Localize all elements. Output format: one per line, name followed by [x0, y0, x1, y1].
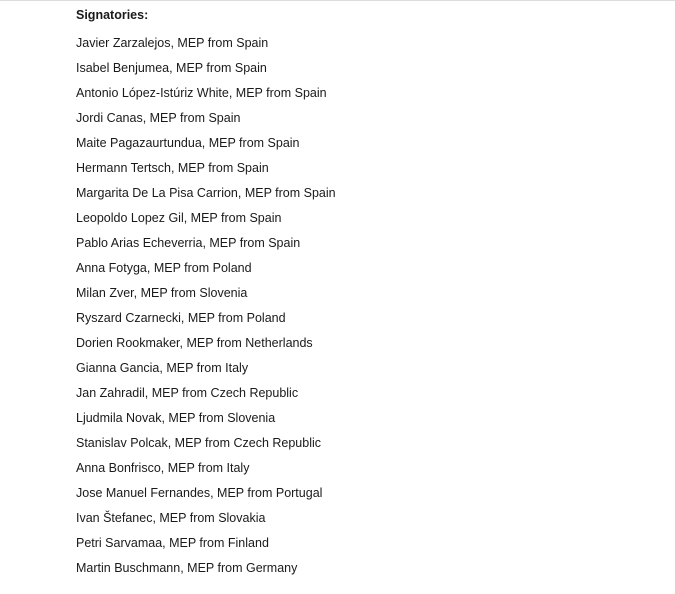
signatory-item: Pablo Arias Echeverria, MEP from Spain — [76, 236, 301, 250]
signatory-item: Petri Sarvamaa, MEP from Finland — [76, 536, 269, 550]
signatory-item: Milan Zver, MEP from Slovenia — [76, 286, 248, 300]
signatory-item: Antonio López-Istúriz White, MEP from Spain — [76, 86, 327, 100]
signatory-item: Jose Manuel Fernandes, MEP from Portugal — [76, 486, 323, 500]
signatory-item: Ivan Štefanec, MEP from Slovakia — [76, 511, 266, 525]
document-body — [76, 7, 666, 581]
signatory-item: Leopoldo Lopez Gil, MEP from Spain — [76, 211, 282, 225]
signatory-item: Isabel Benjumea, MEP from Spain — [76, 61, 267, 75]
signatory-item: Margarita De La Pisa Carrion, MEP from Spain — [76, 186, 336, 200]
signatory-item: Maite Pagazaurtundua, MEP from Spain — [76, 136, 300, 150]
signatory-item: Dorien Rookmaker, MEP from Netherlands — [76, 336, 313, 350]
signatory-list — [76, 31, 666, 581]
signatory-item: Anna Bonfrisco, MEP from Italy — [76, 461, 250, 475]
signatory-item: Jan Zahradil, MEP from Czech Republic — [76, 386, 299, 400]
page-top-border — [0, 0, 675, 1]
signatory-item: Stanislav Polcak, MEP from Czech Republic — [76, 436, 322, 450]
signatory-item: Javier Zarzalejos, MEP from Spain — [76, 36, 269, 50]
signatory-item: Gianna Gancia, MEP from Italy — [76, 361, 249, 375]
signatory-item: Anna Fotyga, MEP from Poland — [76, 261, 252, 275]
signatory-item: Ryszard Czarnecki, MEP from Poland — [76, 311, 286, 325]
signatory-item: Jordi Canas, MEP from Spain — [76, 111, 241, 125]
signatory-item: Martin Buschmann, MEP from Germany — [76, 561, 298, 575]
signatory-item: Hermann Tertsch, MEP from Spain — [76, 161, 269, 175]
signatories-heading: Signatories: — [76, 8, 149, 22]
signatory-item: Ljudmila Novak, MEP from Slovenia — [76, 411, 276, 425]
